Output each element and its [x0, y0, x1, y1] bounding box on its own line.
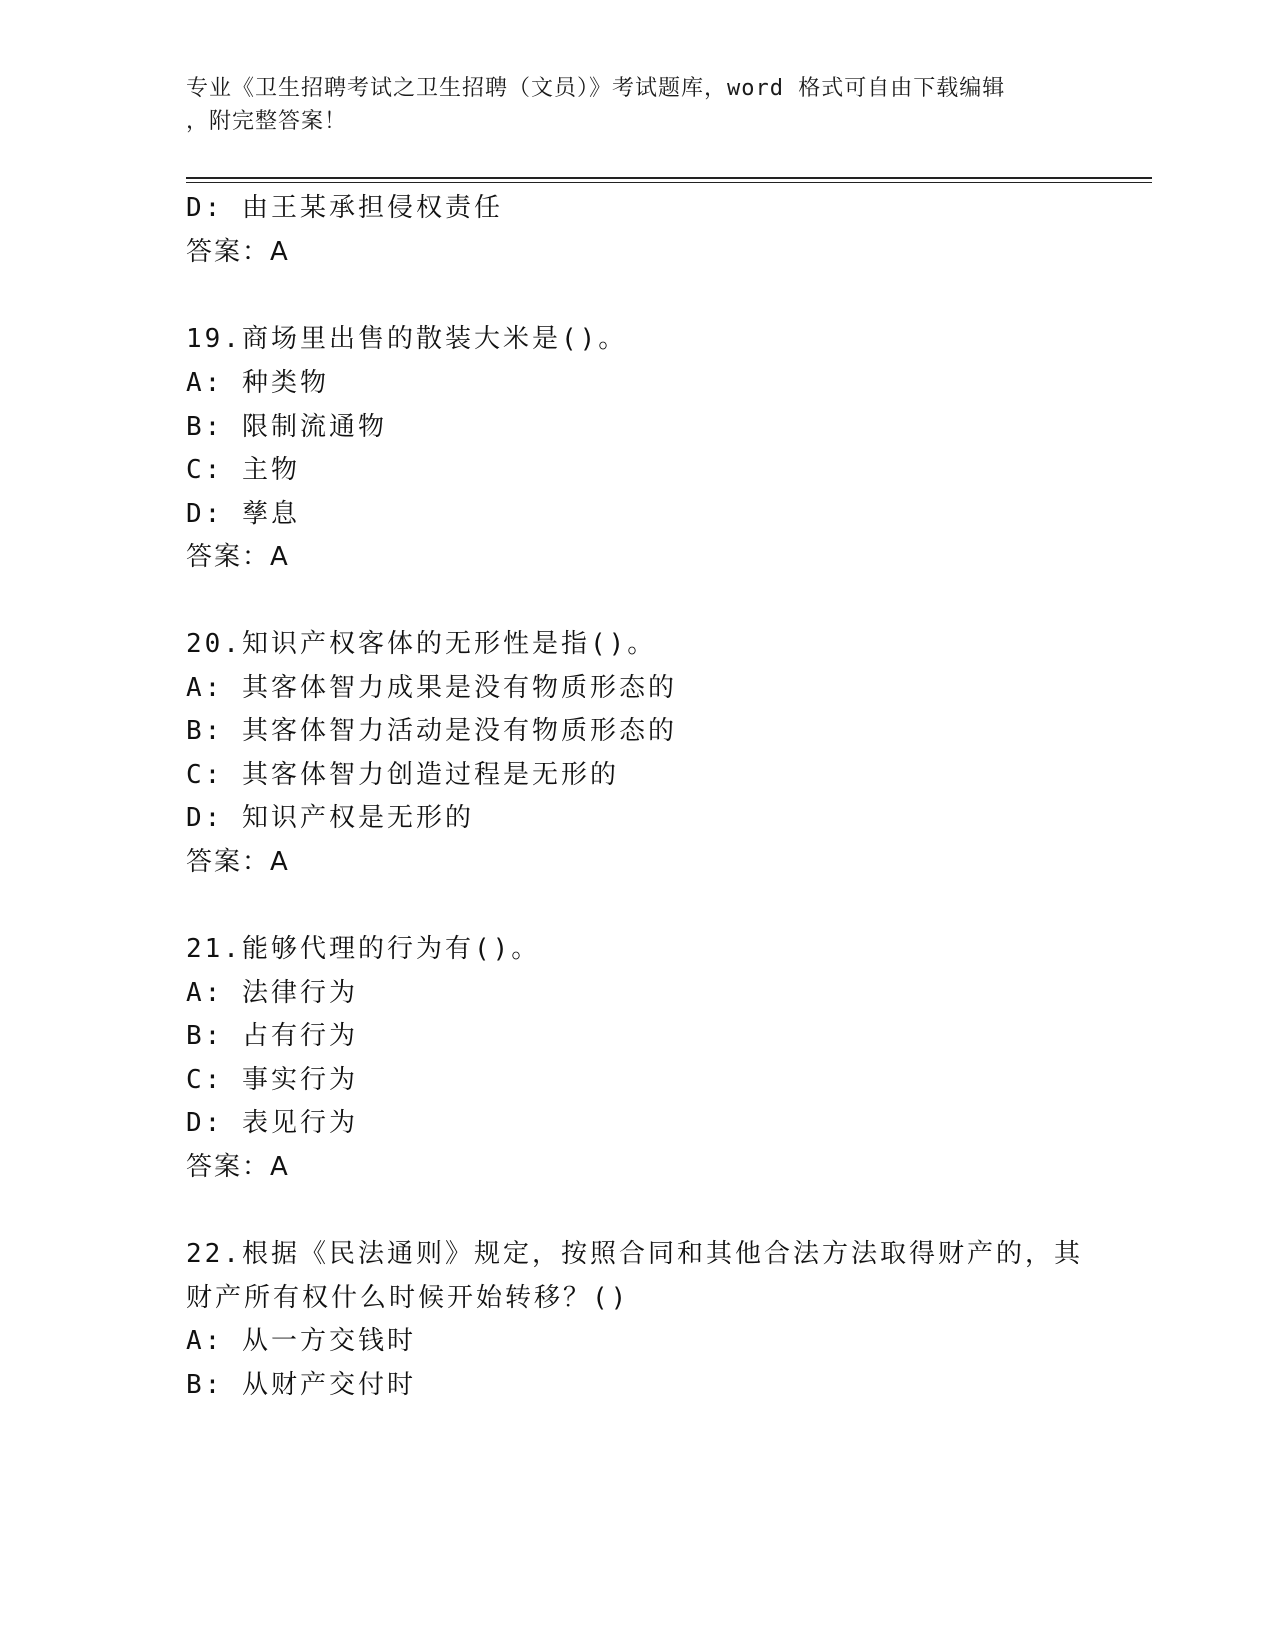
answer-label: 答案：A: [186, 1152, 290, 1182]
option-b: B: 其客体智力活动是没有物质形态的: [186, 716, 677, 746]
option-c: C: 其客体智力创造过程是无形的: [186, 760, 619, 790]
header-divider-thin: [186, 182, 1152, 183]
question-stem: 21.能够代理的行为有()。: [186, 934, 541, 964]
header-divider-thick: [186, 177, 1152, 179]
option-a: A: 种类物: [186, 368, 329, 398]
option-b: B: 占有行为: [186, 1021, 358, 1051]
question-stem-line-1: 22.根据《民法通则》规定，按照合同和其他合法方法取得财产的，其: [186, 1239, 1083, 1269]
question-stem: 19.商场里出售的散装大米是()。: [186, 324, 628, 354]
question-stem: 20.知识产权客体的无形性是指()。: [186, 629, 657, 659]
option-d: D: 表见行为: [186, 1108, 358, 1138]
document-header: [186, 72, 1086, 138]
option-d: D: 知识产权是无形的: [186, 803, 474, 833]
option-c: C: 主物: [186, 455, 300, 485]
option-a: A: 从一方交钱时: [186, 1326, 416, 1356]
option-a: A: 其客体智力成果是没有物质形态的: [186, 673, 677, 703]
header-line-2: ，附完整答案！: [186, 109, 348, 134]
option-c: C: 事实行为: [186, 1065, 358, 1095]
option-b: B: 从财产交付时: [186, 1370, 416, 1400]
option-b: B: 限制流通物: [186, 412, 387, 442]
header-line-1: 专业《卫生招聘考试之卫生招聘（文员）》考试题库，word 格式可自由下载编辑: [186, 76, 1006, 101]
answer-label: 答案：A: [186, 237, 290, 267]
answer-label: 答案：A: [186, 542, 290, 572]
answer-label: 答案：A: [186, 847, 290, 877]
question-stem-line-2: 财产所有权什么时候开始转移？(): [186, 1283, 630, 1313]
option-d: D: 孳息: [186, 499, 300, 529]
option-a: A: 法律行为: [186, 978, 358, 1008]
option-d: D: 由王某承担侵权责任: [186, 193, 503, 223]
